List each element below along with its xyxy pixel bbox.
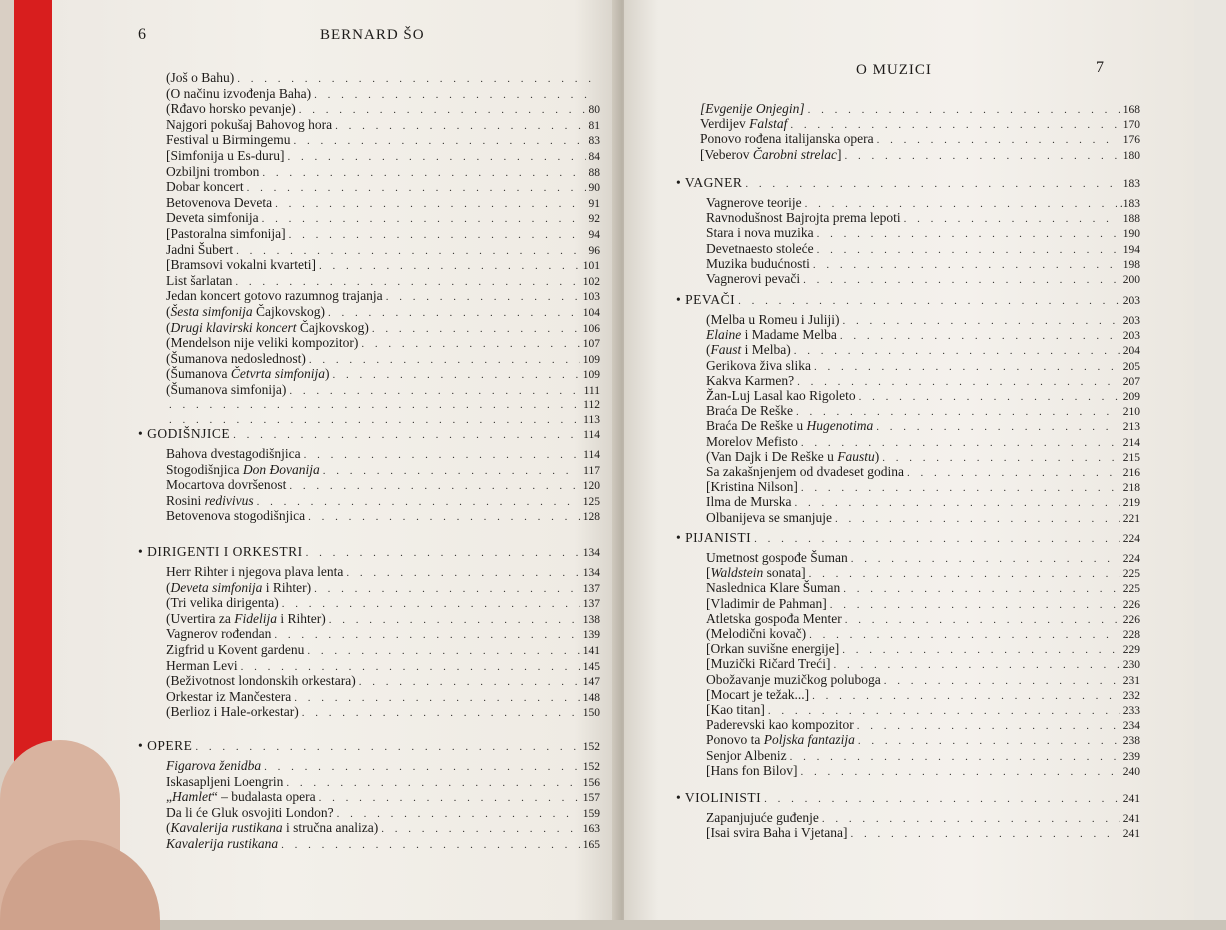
- toc-entry: [700, 116, 1140, 131]
- toc-entry-title: [Isai svira Baha i Vjetana]: [706, 825, 848, 841]
- toc-entry-title: Ilma de Murska: [706, 494, 792, 510]
- toc-entry: [706, 550, 1140, 565]
- toc-page-number: 91: [588, 197, 600, 210]
- toc-entry-title: Paderevski kao kompozitor: [706, 717, 854, 733]
- toc-entry-title: (Van Dajk i De Reške u Faustu): [706, 448, 880, 464]
- toc-page-number: 104: [582, 307, 600, 319]
- toc-page-number: 81: [588, 119, 600, 132]
- toc-entry: [166, 210, 600, 225]
- toc-entry-title: [Evgenije Onjegin]: [700, 101, 805, 116]
- toc-entry-title: Atletska gospođa Menter: [706, 610, 842, 626]
- toc-page-number: 241: [1122, 813, 1140, 825]
- toc-entry: [166, 304, 600, 319]
- toc-page-number: 224: [1122, 553, 1140, 565]
- toc-entry: [166, 493, 600, 508]
- toc-entry-title: • VAGNER: [676, 175, 742, 190]
- toc-entry-title: Herr Rihter i njegova plava lenta: [166, 564, 344, 579]
- toc-entry: [166, 242, 600, 257]
- toc-page-number: 156: [582, 776, 600, 789]
- toc-page-number: 239: [1122, 750, 1140, 763]
- toc-entry: [706, 373, 1140, 388]
- toc-section-heading: [676, 790, 1140, 805]
- toc-page-number: 101: [582, 260, 600, 273]
- toc-entry: [166, 226, 600, 241]
- toc-page-number: 190: [1122, 228, 1140, 241]
- toc-entry-title: [Mocart je težak...]: [706, 686, 810, 702]
- toc-page-number: 145: [582, 660, 600, 673]
- toc-entry: [706, 672, 1140, 687]
- toc-entry-title: • VIOLINISTI: [676, 790, 761, 805]
- toc-page-number: 241: [1122, 793, 1140, 805]
- toc-entry-title: Stogodišnjica Don Đovanija: [166, 461, 320, 477]
- toc-entry-title: Braća De Reške u Hugenotima: [706, 418, 874, 434]
- toc-entry-title: Jedan koncert gotovo razumnog trajanja: [166, 288, 383, 304]
- toc-page-number: 224: [1122, 533, 1140, 545]
- leader-dots: [233, 428, 580, 443]
- toc-page-number: 188: [1122, 213, 1140, 226]
- toc-entry: [706, 418, 1140, 433]
- toc-entry: [166, 626, 600, 641]
- toc-entry: [706, 225, 1140, 240]
- toc-entry: [706, 748, 1140, 763]
- toc-entry-title: List šarlatan: [166, 272, 233, 288]
- toc-entry: [166, 257, 600, 272]
- toc-page-number: 137: [582, 582, 600, 595]
- toc-page-number: 240: [1122, 765, 1140, 778]
- toc-entry: [706, 479, 1140, 494]
- toc-entry-title: Umetnost gospođe Šuman: [706, 550, 848, 565]
- leader-dots: [195, 740, 579, 755]
- toc-page-number: 234: [1122, 720, 1140, 733]
- toc-page-number: 88: [588, 166, 600, 179]
- toc-entry-title: (Šesta simfonija Čajkovskog): [166, 304, 326, 319]
- toc-entry: [166, 351, 600, 366]
- toc-page-number: 203: [1122, 315, 1140, 327]
- toc-entry: [706, 810, 1140, 825]
- toc-page-number: 125: [582, 495, 600, 508]
- toc-page-number: 103: [582, 291, 600, 304]
- toc-page-number: 231: [1122, 674, 1140, 687]
- toc-page-number: 96: [588, 244, 600, 257]
- toc-entry-title: Vagnerovi pevači: [706, 271, 801, 286]
- toc-entry-title: Najgori pokušaj Bahovog hora: [166, 116, 333, 132]
- toc-entry-title: Deveta simfonija: [166, 210, 259, 226]
- toc-page-number: 112: [583, 398, 600, 411]
- toc-page-number: 183: [1122, 178, 1140, 190]
- toc-entry: [166, 382, 600, 397]
- running-head: BERNARD ŠO: [320, 27, 425, 43]
- toc-entry: [706, 763, 1140, 778]
- running-head: O MUZICI: [856, 62, 932, 78]
- toc-entry: [166, 320, 600, 335]
- toc-entry-title: (Faust i Melba): [706, 342, 791, 358]
- toc-entry-title: Muzika budućnosti: [706, 255, 810, 271]
- toc-entry: [706, 449, 1140, 464]
- toc-section-heading: [676, 292, 1140, 307]
- toc-entry: [706, 210, 1140, 225]
- toc-page-number: 241: [1122, 828, 1140, 841]
- toc-entry: [166, 288, 600, 303]
- toc-entry-title: [Orkan suvišne energije]: [706, 641, 840, 657]
- toc-page-number: 215: [1122, 451, 1140, 464]
- toc-entry-title: Obožavanje muzičkog poluboga: [706, 671, 881, 687]
- toc-page-number: 128: [582, 511, 600, 524]
- toc-entry: [166, 595, 600, 610]
- toc-entry: [706, 195, 1140, 210]
- toc-entry-title: (O načinu izvođenja Baha): [166, 85, 312, 101]
- toc-entry-title: (Melba u Romeu i Juliji): [706, 312, 840, 327]
- toc-entry: [706, 565, 1140, 580]
- toc-entry: [706, 342, 1140, 357]
- toc-entry-title: Festival u Birmingemu: [166, 132, 291, 148]
- toc-entry: [166, 86, 600, 101]
- toc-entry: [166, 335, 600, 350]
- toc-entry-title: Devetnaesto stoleće: [706, 240, 814, 256]
- toc-entry-title: [Bramsovi vokalni kvarteti]: [166, 257, 316, 273]
- toc-page-number: .183: [1119, 198, 1140, 210]
- toc-entry-title: • GODIŠNJICE: [138, 426, 230, 441]
- toc-page-number: 230: [1122, 659, 1140, 672]
- toc-page-number: 90: [588, 182, 600, 195]
- toc-page-number: 238: [1122, 735, 1140, 748]
- leader-dots: [306, 546, 580, 561]
- toc-entry-title: Naslednica Klare Šuman: [706, 580, 841, 596]
- toc-entry-title: [Waldstein sonata]: [706, 565, 806, 581]
- toc-entry-title: Iskasapljeni Loengrin: [166, 773, 284, 789]
- toc-page-number: 207: [1122, 375, 1140, 388]
- toc-page-number: 203: [1122, 295, 1140, 307]
- toc-entry-title: • DIRIGENTI I ORKESTRI: [138, 544, 303, 559]
- toc-entry-title: Kavalerija rustikana: [166, 836, 279, 851]
- toc-entry: [706, 312, 1140, 327]
- toc-page-number: 176: [1122, 134, 1140, 147]
- toc-page-number: 157: [582, 792, 600, 805]
- toc-entry: [166, 273, 600, 288]
- toc-entry-title: (Uvertira za Fidelija i Rihter): [166, 610, 326, 626]
- toc-entry: [166, 658, 600, 673]
- page-number: 7: [1096, 59, 1104, 76]
- toc-page-number: 150: [582, 707, 600, 720]
- toc-entry-title: [Veberov Čarobni strelac]: [700, 146, 842, 162]
- toc-page-number: 228: [1122, 629, 1140, 641]
- toc-page-number: 221: [1122, 512, 1140, 525]
- toc-entry: [166, 642, 600, 657]
- toc-page-number: 168: [1122, 104, 1140, 116]
- toc-page-number: 134: [582, 567, 600, 579]
- toc-entry-title: Ozbiljni trombon: [166, 163, 260, 179]
- leader-dots: [281, 838, 580, 853]
- toc-entry: [166, 179, 600, 194]
- toc-page-number: 114: [583, 449, 600, 461]
- toc-entry-title: [Kristina Nilson]: [706, 479, 798, 495]
- toc-page-number: 229: [1122, 644, 1140, 657]
- toc-entry: [706, 434, 1140, 449]
- toc-entry-title: Jadni Šubert: [166, 241, 234, 257]
- toc-page-number: 225: [1122, 583, 1140, 596]
- toc-page-number: 102: [582, 275, 600, 288]
- toc-entry: [700, 101, 1140, 116]
- toc-section-heading: [676, 175, 1140, 190]
- toc-page-number: 194: [1122, 243, 1140, 256]
- toc-entry-title: Figarova ženidba: [166, 758, 262, 773]
- toc-page-number: 203: [1122, 330, 1140, 343]
- toc-page-number: 106: [582, 322, 600, 335]
- toc-entry: [166, 689, 600, 704]
- toc-entry-title: [Kao titan]: [706, 702, 765, 717]
- right-page: [624, 0, 1194, 920]
- toc-page-number: 83: [588, 135, 600, 148]
- toc-page-number: 139: [582, 629, 600, 642]
- toc-page-number: 210: [1122, 406, 1140, 419]
- toc-entry: [706, 702, 1140, 717]
- toc-entry-title: „Hamlet“ – budalasta opera: [166, 789, 316, 805]
- toc-entry: [166, 446, 600, 461]
- toc-entry-title: Betovenova Deveta: [166, 194, 273, 210]
- toc-section-heading: [138, 738, 600, 753]
- toc-entry-title: Zapanjujuće guđenje: [706, 810, 819, 825]
- toc-page-number: 204: [1122, 345, 1140, 358]
- toc-entry-title: [Simfonija u Es-duru]: [166, 148, 285, 163]
- toc-page-number: 218: [1122, 482, 1140, 495]
- toc-page-number: 138: [582, 613, 600, 626]
- toc-entry-title: (Mendelson nije veliki kompozitor): [166, 335, 359, 351]
- toc-entry-title: [Muzički Ričard Treći]: [706, 656, 831, 672]
- toc-entry: [166, 117, 600, 132]
- toc-entry: [706, 611, 1140, 626]
- toc-entry-title: Bahova dvestagodišnjica: [166, 446, 301, 461]
- toc-entry-title: [Pastoralna simfonija]: [166, 226, 286, 241]
- toc-entry: [166, 508, 600, 523]
- toc-entry: [706, 687, 1140, 702]
- toc-entry-title: Elaine i Madame Melba: [706, 327, 837, 343]
- toc-section-heading: [138, 426, 600, 441]
- toc-page-number: 180: [1122, 149, 1140, 162]
- toc-page-number: 114: [583, 429, 600, 441]
- toc-entry: [706, 596, 1140, 611]
- toc-entry: [166, 366, 600, 381]
- toc-page-number: 205: [1122, 360, 1140, 373]
- toc-entry-title: Kakva Karmen?: [706, 372, 795, 388]
- leader-dots: [844, 149, 1119, 164]
- toc-entry: [706, 241, 1140, 256]
- toc-entry: [166, 477, 600, 492]
- toc-entry: [706, 464, 1140, 479]
- toc-entry: [706, 271, 1140, 286]
- toc-page-number: 80: [588, 104, 600, 117]
- toc-page-number: 111: [583, 385, 600, 397]
- toc-page-number: 225: [1122, 568, 1140, 581]
- toc-entry-title: Ravnodušnost Bajrojta prema lepoti: [706, 210, 901, 226]
- toc-page-number: 92: [588, 213, 600, 226]
- toc-entry: [166, 774, 600, 789]
- toc-page-number: 94: [588, 229, 600, 241]
- toc-page-number: 109: [582, 353, 600, 366]
- leader-dots: [738, 294, 1120, 309]
- leader-dots: [745, 177, 1119, 192]
- toc-entry-title: (Drugi klavirski koncert Čajkovskog): [166, 319, 369, 335]
- toc-entry-title: Ponovo ta Poljska fantazija: [706, 732, 855, 748]
- toc-entry-title: Rosini redivivus: [166, 492, 254, 508]
- leader-dots: [308, 510, 580, 525]
- toc-page-number: 147: [582, 676, 600, 689]
- toc-entry-title: Ponovo rođena italijanska opera: [700, 131, 874, 147]
- toc-entry: [706, 580, 1140, 595]
- toc-entry: [166, 820, 600, 835]
- toc-entry: [706, 388, 1140, 403]
- leader-dots: [302, 706, 580, 721]
- toc-entry: [706, 403, 1140, 418]
- toc-entry-title: Gerikova živa slika: [706, 357, 811, 373]
- toc-entry: [166, 398, 600, 413]
- toc-entry-title: Morelov Mefisto: [706, 433, 798, 449]
- toc-entry: [706, 256, 1140, 271]
- toc-entry-title: (Rđavo horsko pevanje): [166, 101, 296, 117]
- page-stack-edge: [1194, 0, 1226, 920]
- leader-dots: [835, 512, 1120, 527]
- toc-page-number: 200: [1122, 274, 1140, 286]
- toc-entry: [166, 758, 600, 773]
- toc-entry: [166, 148, 600, 163]
- toc-entry: [706, 825, 1140, 840]
- leader-dots: [169, 398, 580, 413]
- toc-page-number: 120: [582, 480, 600, 493]
- leader-dots: [803, 273, 1120, 288]
- toc-page-number: 170: [1122, 119, 1140, 132]
- toc-entry-title: Verdijev Falstaf: [700, 116, 788, 132]
- toc-page-number: 134: [582, 547, 600, 559]
- toc-entry-title: (Tri velika dirigenta): [166, 595, 279, 611]
- toc-entry-title: [Vladimir de Pahman]: [706, 595, 827, 611]
- toc-page-number: 219: [1122, 497, 1140, 510]
- toc-page-number: 165: [582, 839, 600, 851]
- toc-page-number: 198: [1122, 258, 1140, 271]
- toc-entry: [166, 673, 600, 688]
- toc-entry-title: Dobar koncert: [166, 179, 244, 195]
- toc-page-number: 84: [588, 151, 600, 163]
- toc-entry: [706, 626, 1140, 641]
- toc-page-number: 109: [582, 369, 600, 382]
- toc-page-number: 152: [582, 741, 600, 753]
- toc-entry-title: • PIJANISTI: [676, 530, 751, 545]
- toc-page-number: 232: [1122, 689, 1140, 702]
- toc-entry: [706, 641, 1140, 656]
- toc-entry-title: • PEVAČI: [676, 292, 735, 307]
- toc-entry-title: (Još o Bahu): [166, 70, 235, 85]
- toc-page-number: 213: [1122, 421, 1140, 434]
- toc-entry-title: Zigfrid u Kovent gardenu: [166, 642, 305, 657]
- toc-entry: [706, 717, 1140, 732]
- toc-entry: [706, 656, 1140, 671]
- toc-entry-title: (Šumanova simfonija): [166, 382, 287, 397]
- toc-entry-title: Olbanijeva se smanjuje: [706, 509, 832, 525]
- toc-entry-title: (Berlioz i Hale-orkestar): [166, 704, 299, 720]
- toc-entry-title: Orkestar iz Mančestera: [166, 688, 292, 704]
- toc-page-number: 209: [1122, 391, 1140, 403]
- toc-page-number: 233: [1122, 705, 1140, 717]
- toc-entry: [166, 611, 600, 626]
- toc-entry-title: (Beživotnost londonskih orkestara): [166, 673, 356, 689]
- toc-entry-title: [Hans fon Bilov]: [706, 762, 798, 778]
- toc-entry-title: (Šumanova nedoslednost): [166, 350, 306, 366]
- toc-page-number: 148: [582, 691, 600, 704]
- toc-entry-title: Vagnerov rođendan: [166, 626, 272, 642]
- toc-entry: [166, 462, 600, 477]
- toc-page-number: 163: [582, 823, 600, 836]
- toc-page-number: 117: [583, 464, 600, 477]
- toc-entry: [700, 131, 1140, 146]
- toc-entry: [166, 164, 600, 179]
- toc-entry: [706, 494, 1140, 509]
- toc-entry: [706, 327, 1140, 342]
- toc-page-number: 226: [1122, 613, 1140, 626]
- leader-dots: [754, 532, 1120, 547]
- toc-entry: [166, 132, 600, 147]
- toc-page-number: 137: [582, 598, 600, 611]
- toc-page-number: 113: [583, 414, 600, 427]
- toc-entry: [166, 70, 600, 85]
- toc-entry-title: Braća De Reške: [706, 403, 793, 419]
- toc-entry: [166, 789, 600, 804]
- toc-entry-title: (Šumanova Četvrta simfonija): [166, 366, 330, 382]
- toc-entry: [700, 147, 1140, 162]
- toc-entry-title: (Melodični kovač): [706, 626, 807, 641]
- toc-page-number: 107: [582, 338, 600, 351]
- toc-entry: [166, 580, 600, 595]
- page-number: 6: [138, 26, 146, 43]
- toc-entry-title: Stara i nova muzika: [706, 225, 814, 241]
- leader-dots: [801, 765, 1120, 780]
- toc-page-number: 159: [582, 807, 600, 820]
- toc-entry-title: (Kavalerija rustikana i stručna analiza): [166, 820, 379, 836]
- toc-entry-title: Betovenova stogodišnjica: [166, 508, 306, 524]
- toc-entry: [166, 101, 600, 116]
- toc-page-number: 216: [1122, 467, 1140, 479]
- toc-entry-title: • OPERE: [138, 738, 192, 753]
- leader-dots: [850, 827, 1119, 842]
- toc-section-heading: [138, 544, 600, 559]
- toc-entry: [166, 704, 600, 719]
- toc-entry: [166, 564, 600, 579]
- toc-entry: [706, 358, 1140, 373]
- toc-entry-title: Herman Levi: [166, 657, 238, 673]
- toc-entry-title: Sa zakašnjenjem od dvadeset godina: [706, 464, 904, 479]
- left-page: [52, 0, 620, 920]
- toc-page-number: 226: [1122, 598, 1140, 611]
- leader-dots: [764, 792, 1120, 807]
- toc-page-number: 152: [582, 761, 600, 773]
- toc-page-number: 141: [582, 645, 600, 657]
- toc-page-number: 214: [1122, 436, 1140, 449]
- toc-entry-title: (Deveta simfonija i Rihter): [166, 579, 312, 595]
- toc-entry-title: Da li će Gluk osvojiti London?: [166, 804, 334, 820]
- toc-entry-title: Senjor Albeniz: [706, 747, 787, 763]
- toc-entry: [166, 836, 600, 851]
- toc-entry-title: Mocartova dovršenost: [166, 477, 287, 493]
- toc-entry-title: Vagnerove teorije: [706, 195, 802, 210]
- toc-section-heading: [676, 530, 1140, 545]
- toc-entry-title: Žan-Luj Lasal kao Rigoleto: [706, 388, 856, 403]
- toc-entry: [166, 805, 600, 820]
- toc-entry: [166, 195, 600, 210]
- toc-entry: [706, 732, 1140, 747]
- toc-entry: [706, 510, 1140, 525]
